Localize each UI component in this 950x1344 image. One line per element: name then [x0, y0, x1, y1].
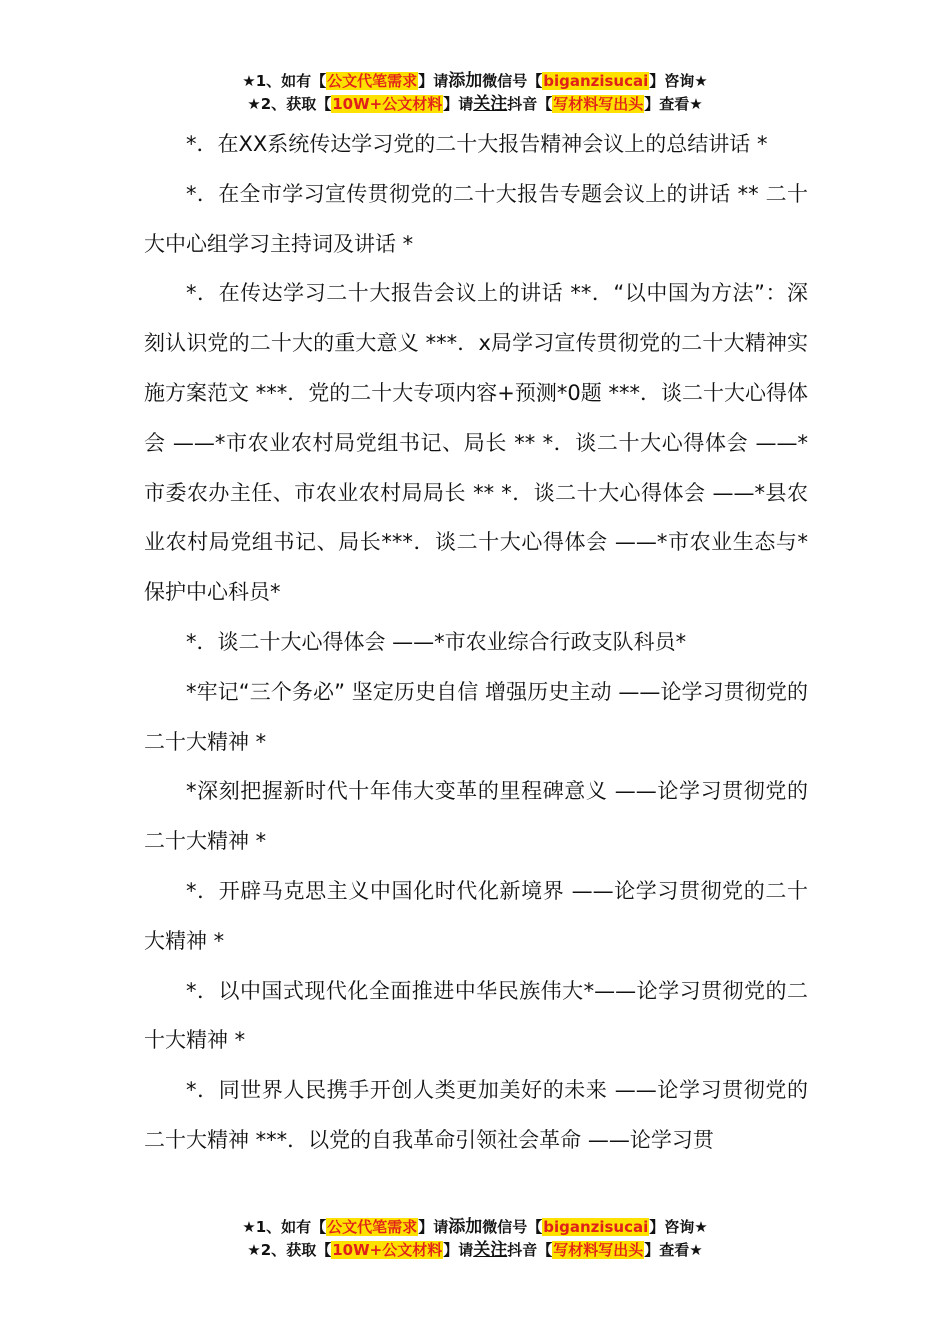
paragraph-4: *．谈二十大心得体会 ——*市农业综合行政支队科员* [186, 629, 687, 654]
paragraph-5: *牢记“三个务必” 坚定历史自信 增强历史主动 ——论学习贯彻党的二十大精神 * [144, 679, 808, 754]
document-body [144, 120, 808, 1166]
paragraph-8: *．以中国式现代化全面推进中华民族伟大*——论学习贯彻党的二十大精神 * [144, 978, 808, 1053]
banner-top [0, 70, 950, 116]
highlight-douyin-account: 写材料写出头 [553, 1241, 644, 1259]
highlight-wechat-id: biganzisucai [543, 1218, 649, 1236]
paragraph-3: *．在传达学习二十大报告会议上的讲话 **．“以中国为方法”：深刻认识党的二十大的重大意义 ***．x局学习宣传贯彻党的二十大精神实施方案范文 ***．党的二十大专项内容+预测*0题 ***．谈二十大心得体会 ——*市农业农村局党组书记、局长 ** *．谈二十大心得体会 ——*市委农办主任、市农业农村局局长 ** *．谈二十大心得体会 ——*县农业农村局党组书记、局长***．谈二十大心得体会 ——*市农业生态与*保护中心科员* [144, 281, 808, 605]
highlight-wechat-id: biganzisucai [543, 72, 649, 90]
banner-bottom [0, 1216, 950, 1262]
banner-line-2: ★2、获取【10W+公文材料】请关注抖音【写材料写出头】查看★ [247, 94, 703, 114]
highlight-service: 公文代笔需求 [327, 72, 418, 90]
paragraph-2: *．在全市学习宣传贯彻党的二十大报告专题会议上的讲话 ** 二十大中心组学习主持词及讲话 * [144, 181, 808, 256]
paragraph-9: *．同世界人民携手开创人类更加美好的未来 ——论学习贯彻党的二十大精神 ***．以党的自我革命引领社会革命 ——论学习贯 [144, 1078, 808, 1152]
banner-line-2: ★2、获取【10W+公文材料】请关注抖音【写材料写出头】查看★ [247, 1240, 703, 1260]
banner-line-1: ★1、如有【公文代笔需求】请添加微信号【biganzisucai】咨询★ [242, 71, 708, 91]
star-icon: ★ [247, 95, 261, 113]
highlight-materials: 10W+公文材料 [332, 95, 443, 113]
highlight-materials: 10W+公文材料 [332, 1241, 443, 1259]
banner-line-1: ★1、如有【公文代笔需求】请添加微信号【biganzisucai】咨询★ [242, 1217, 708, 1237]
star-icon: ★ [242, 1218, 256, 1236]
paragraph-7: *．开辟马克思主义中国化时代化新境界 ——论学习贯彻党的二十大精神 * [144, 878, 808, 953]
star-icon: ★ [242, 72, 256, 90]
paragraph-6: *深刻把握新时代十年伟大变革的里程碑意义 ——论学习贯彻党的二十大精神 * [144, 779, 808, 854]
highlight-douyin-account: 写材料写出头 [553, 95, 644, 113]
paragraph-1: *．在XX系统传达学习党的二十大报告精神会议上的总结讲话 * [186, 132, 768, 156]
highlight-service: 公文代笔需求 [327, 1218, 418, 1236]
star-icon: ★ [247, 1241, 261, 1259]
